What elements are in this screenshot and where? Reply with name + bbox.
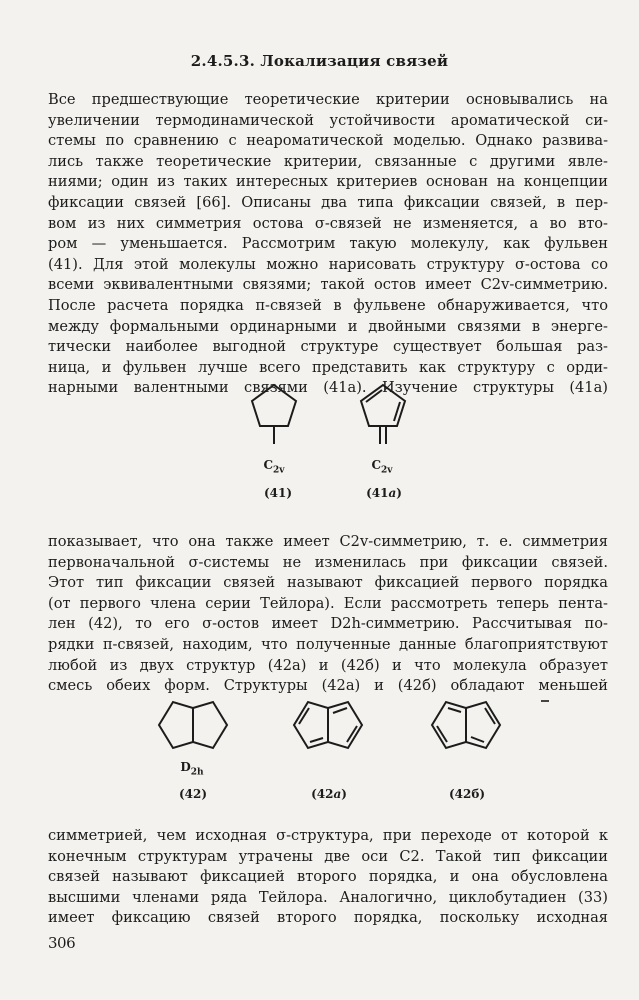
- text-line: После расчета порядка π-связей в фульвене обнаруживается, что: [48, 296, 608, 314]
- text-line: высшими членами ряда Тейлора. Аналогично, циклобутадиен (33): [48, 888, 608, 906]
- text-line: любой из двух структур (42a) и (42б) и что молекула образует: [48, 656, 608, 674]
- text-line: ница, и фульвен лучше всего представить как структуру с орди-: [48, 358, 608, 376]
- text-line: связей называют фиксацией второго порядка, и она обусловлена: [48, 868, 608, 886]
- pentalene-42b-drawing: [428, 700, 504, 750]
- text-line: ниями; один из таких интересных критериев основан на концепции: [48, 173, 608, 191]
- text-line: (41). Для этой молекулы можно нарисовать структуру σ-остова со: [48, 255, 608, 273]
- text-line: вом из них симметрия остова σ-связей не изменяется, а во вто-: [48, 214, 608, 232]
- text-line: тически наиболее выгодной структуре существует большая раз-: [48, 338, 608, 356]
- text-line: имеет фиксацию связей второго порядка, поскольку исходная: [48, 909, 608, 927]
- text-line: стемы по сравнению с неароматической моделью. Однако развива-: [48, 132, 608, 150]
- text-line: увеличении термодинамической устойчивости ароматической си-: [48, 111, 608, 129]
- printing-mark: [541, 700, 549, 702]
- text-line: рядки π-связей, находим, что полученные данные благоприятствуют: [48, 635, 608, 653]
- structure-label-42a: (42a): [311, 787, 347, 801]
- fulvene-41-structure: [248, 382, 300, 444]
- symmetry-label-41a: $C_{2v}$: [371, 458, 393, 476]
- text-line: Все предшествующие теоретические критерии основывались на: [48, 91, 608, 108]
- pentalene-42-structure: [155, 700, 231, 750]
- fulvene-41a-drawing: [357, 382, 409, 444]
- paragraph-1: [48, 90, 608, 399]
- text-line: конечным структурам утрачены две оси C2. Такой тип фиксации: [48, 847, 608, 865]
- text-line: лись также теоретические критерии, связанные с другими явле-: [48, 152, 608, 170]
- pentalene-42a-structure: [290, 700, 366, 750]
- text-line: первоначальной σ-системы не изменилась при фиксации связей.: [48, 553, 608, 571]
- fulvene-41a-structure: [357, 382, 409, 444]
- text-line: симметрией, чем исходная σ-структура, при переходе от которой к: [48, 827, 608, 844]
- text-line: (от первого члена серии Тейлора). Если рассмотреть теперь пента-: [48, 594, 608, 612]
- text-line: смесь обеих форм. Структуры (42a) и (42б) обладают меньшей: [48, 677, 608, 695]
- pentalene-42b-structure: [428, 700, 504, 750]
- symmetry-label-41: $C_{2v}$: [263, 458, 285, 476]
- text-line: лен (42), то его σ-остов имеет D2h-симметрию. Рассчитывая по-: [48, 615, 608, 633]
- text-line: Этот тип фиксации связей называют фиксацией первого порядка: [48, 574, 608, 592]
- structure-label-42b: (42б): [448, 787, 486, 801]
- structure-label-42: (42): [178, 787, 208, 801]
- text-line: фиксации связей [66]. Описаны два типа фиксации связей, в пер-: [48, 193, 608, 211]
- page-number: 306: [48, 934, 76, 952]
- text-line: всеми эквивалентными связями; такой остов имеет C2v-симметрию.: [48, 276, 608, 294]
- section-heading: 2.4.5.3. Локализация связей: [190, 52, 449, 70]
- fulvene-41-drawing: [248, 382, 300, 444]
- text-line: нарными валентными связями (41a). Изучение структуры (41a): [48, 379, 608, 397]
- text-line: между формальными ординарными и двойными связями в энерге-: [48, 317, 608, 335]
- pentalene-42a-drawing: [290, 700, 366, 750]
- symmetry-label-42: $D_{2h}$: [180, 760, 204, 778]
- pentalene-42-drawing: [155, 700, 231, 750]
- structure-label-41a: (41a): [366, 486, 402, 500]
- structure-label-41: (41): [263, 486, 293, 500]
- paragraph-2: [48, 532, 608, 697]
- text-line: ром — уменьшается. Рассмотрим такую молекулу, как фульвен: [48, 235, 608, 253]
- text-line: показывает, что она также имеет C2v-симметрию, т. е. симметрия: [48, 533, 608, 550]
- paragraph-3: [48, 826, 608, 929]
